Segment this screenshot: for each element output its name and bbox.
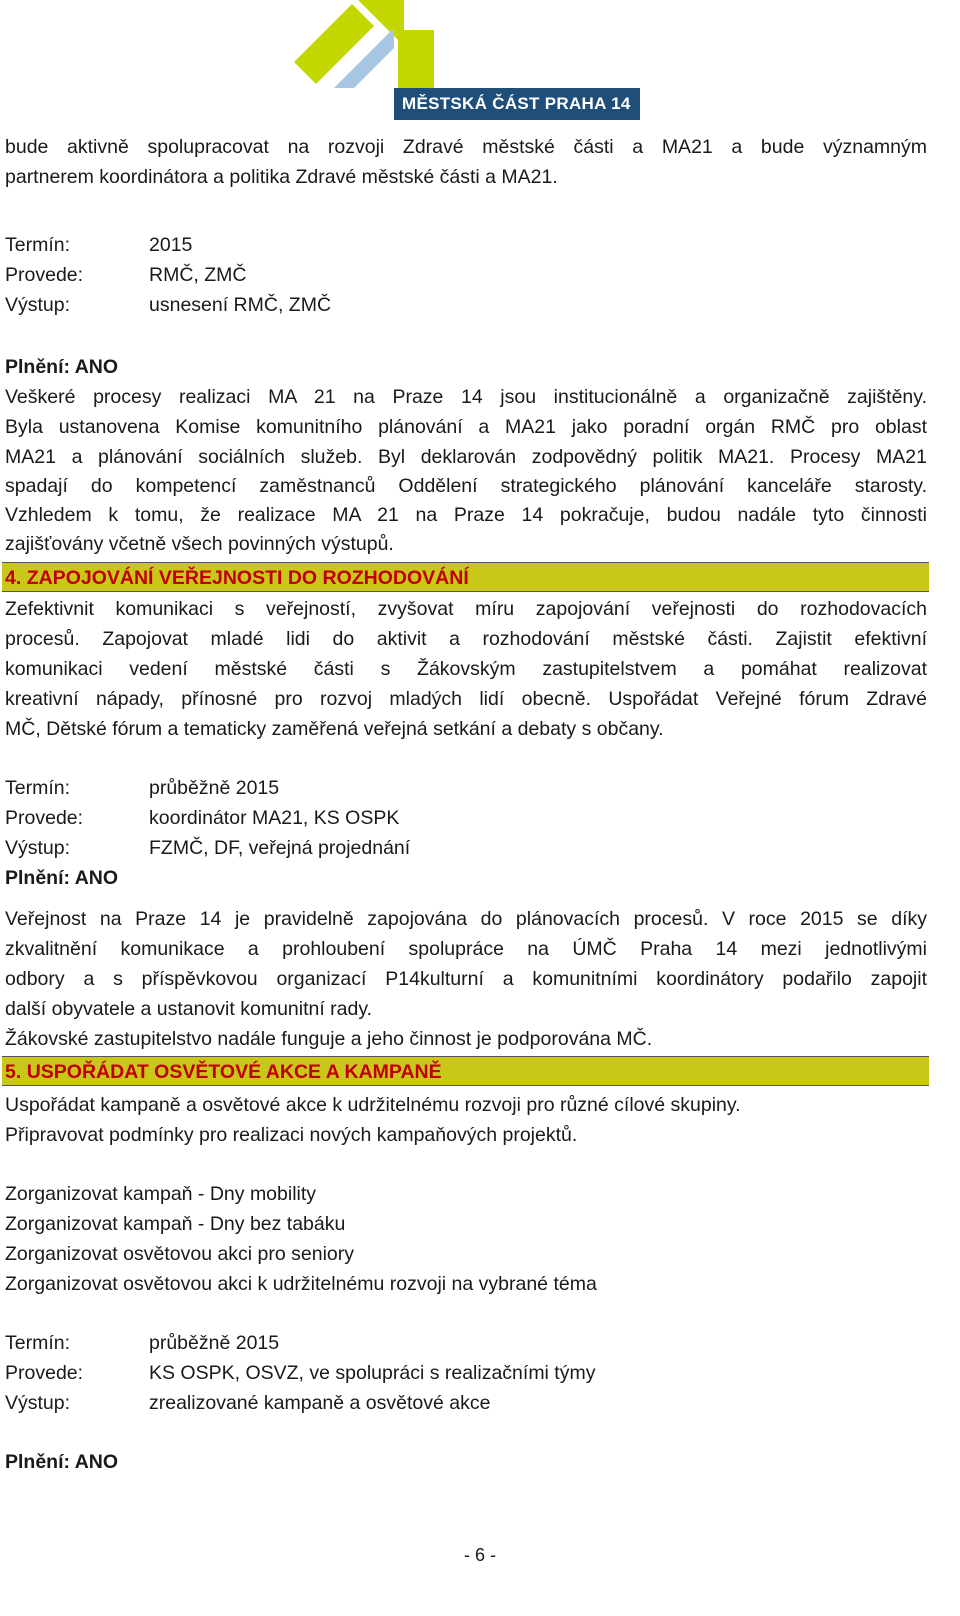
executor-row	[5, 1358, 927, 1388]
section-heading-5	[2, 1056, 929, 1086]
paragraph-line: Veřejnost na Praze 14 je pravidelně zapojována do plánovacích procesů. V roce 2015 se díky	[5, 908, 927, 930]
output-value: zrealizované kampaně a osvětové akce	[149, 1392, 491, 1414]
task-item: Zorganizovat osvětovou akci k udržitelnému rozvoji na vybrané téma	[5, 1273, 597, 1295]
paragraph-line: odbory a s příspěvkovou organizací P14kulturní a komunitními koordinátory podařilo zapojit	[5, 968, 927, 990]
executor-label: Provede:	[5, 1362, 84, 1384]
task-item: Zorganizovat kampaň - Dny bez tabáku	[5, 1213, 346, 1235]
term-label: Termín:	[5, 1332, 71, 1354]
section-title: USPOŘÁDAT OSVĚTOVÉ AKCE A KAMPANĚ	[26, 1061, 442, 1083]
paragraph-line: Vzhledem k tomu, že realizace MA 21 na Praze 14 pokračuje, budou nadále tyto činnosti	[5, 504, 927, 526]
paragraph-line: zajišťovány včetně všech povinných výstupů.	[5, 533, 394, 555]
paragraph-line: Veškeré procesy realizaci MA 21 na Praze 14 jsou institucionálně a organizačně zajištěny.	[5, 386, 927, 408]
paragraph-line: Zefektivnit komunikaci s veřejností, zvyšovat míru zapojování veřejnosti do rozhodovacích	[5, 598, 927, 620]
term-label: Termín:	[5, 777, 71, 799]
output-value: usnesení RMČ, ZMČ	[149, 294, 332, 316]
section-number: 5.	[5, 1061, 22, 1083]
paragraph-line: spadají do kompetencí zaměstnanců Oddělení strategického plánování kanceláře starosty.	[5, 475, 927, 497]
task-item: Zorganizovat kampaň - Dny mobility	[5, 1183, 317, 1205]
paragraph-line: Uspořádat kampaně a osvětové akce k udržitelnému rozvoji pro různé cílové skupiny.	[5, 1094, 741, 1116]
logo-mark-icon	[294, 0, 640, 90]
paragraph-line: procesů. Zapojovat mladé lidi do aktivit a rozhodování městské části. Zajistit efektivní	[5, 628, 927, 650]
term-value: 2015	[149, 234, 193, 256]
paragraph-line: Byla ustanovena Komise komunitního plánování a MA21 jako poradní orgán RMČ pro oblast	[5, 416, 927, 438]
executor-row	[5, 260, 927, 290]
fulfillment-status: Plnění: ANO	[5, 1451, 119, 1473]
executor-value: KS OSPK, OSVZ, ve spolupráci s realizačními týmy	[149, 1362, 596, 1384]
executor-label: Provede:	[5, 264, 84, 286]
executor-value: koordinátor MA21, KS OSPK	[149, 807, 400, 829]
logo-wordmark: MĚSTSKÁ ČÁST PRAHA 14	[394, 88, 640, 120]
fulfillment-status: Plnění: ANO	[5, 867, 119, 889]
term-row	[5, 773, 927, 803]
paragraph-line: zkvalitnění komunikace a prohloubení spolupráce na ÚMČ Praha 14 mezi jednotlivými	[5, 938, 927, 960]
paragraph-line: MČ, Dětské fórum a tematicky zaměřená veřejná setkání a debaty s občany.	[5, 718, 664, 740]
term-value: průběžně 2015	[149, 777, 280, 799]
output-label: Výstup:	[5, 1392, 71, 1414]
executor-value: RMČ, ZMČ	[149, 264, 247, 286]
paragraph-line: komunikaci vedení městské části s Žákovským zastupitelstvem a pomáhat realizovat	[5, 658, 927, 680]
executor-label: Provede:	[5, 807, 84, 829]
term-row	[5, 1328, 927, 1358]
municipality-logo	[294, 0, 640, 124]
paragraph-line: partnerem koordinátora a politika Zdravé městské části a MA21.	[5, 166, 558, 188]
paragraph-line: bude aktivně spolupracovat na rozvoji Zdravé městské části a MA21 a bude významným	[5, 136, 927, 158]
section-number: 4.	[5, 567, 22, 589]
section-title: ZAPOJOVÁNÍ VEŘEJNOSTI DO ROZHODOVÁNÍ	[26, 567, 469, 589]
section-heading-4	[2, 562, 929, 592]
term-row	[5, 230, 927, 260]
output-label: Výstup:	[5, 294, 71, 316]
output-row	[5, 290, 927, 320]
paragraph-line: MA21 a plánování sociálních služeb. Byl deklarován zodpovědný politik MA21. Procesy MA21	[5, 446, 927, 468]
page-number: - 6 -	[463, 1545, 496, 1565]
paragraph-line: Žákovské zastupitelstvo nadále funguje a jeho činnost je podporována MČ.	[5, 1028, 653, 1050]
executor-row	[5, 803, 927, 833]
fulfillment-status: Plnění: ANO	[5, 356, 119, 378]
term-value: průběžně 2015	[149, 1332, 280, 1354]
output-row	[5, 833, 927, 863]
term-label: Termín:	[5, 234, 71, 256]
paragraph-line: Připravovat podmínky pro realizaci nových kampaňových projektů.	[5, 1124, 578, 1146]
output-row	[5, 1388, 927, 1418]
paragraph-line: kreativní nápady, přínosné pro rozvoj mladých lidí obecně. Uspořádat Veřejné fórum Zdravé	[5, 688, 927, 710]
output-label: Výstup:	[5, 837, 71, 859]
output-value: FZMČ, DF, veřejná projednání	[149, 837, 411, 859]
task-item: Zorganizovat osvětovou akci pro seniory	[5, 1243, 355, 1265]
paragraph-line: další obyvatele a ustanovit komunitní rady.	[5, 998, 373, 1020]
